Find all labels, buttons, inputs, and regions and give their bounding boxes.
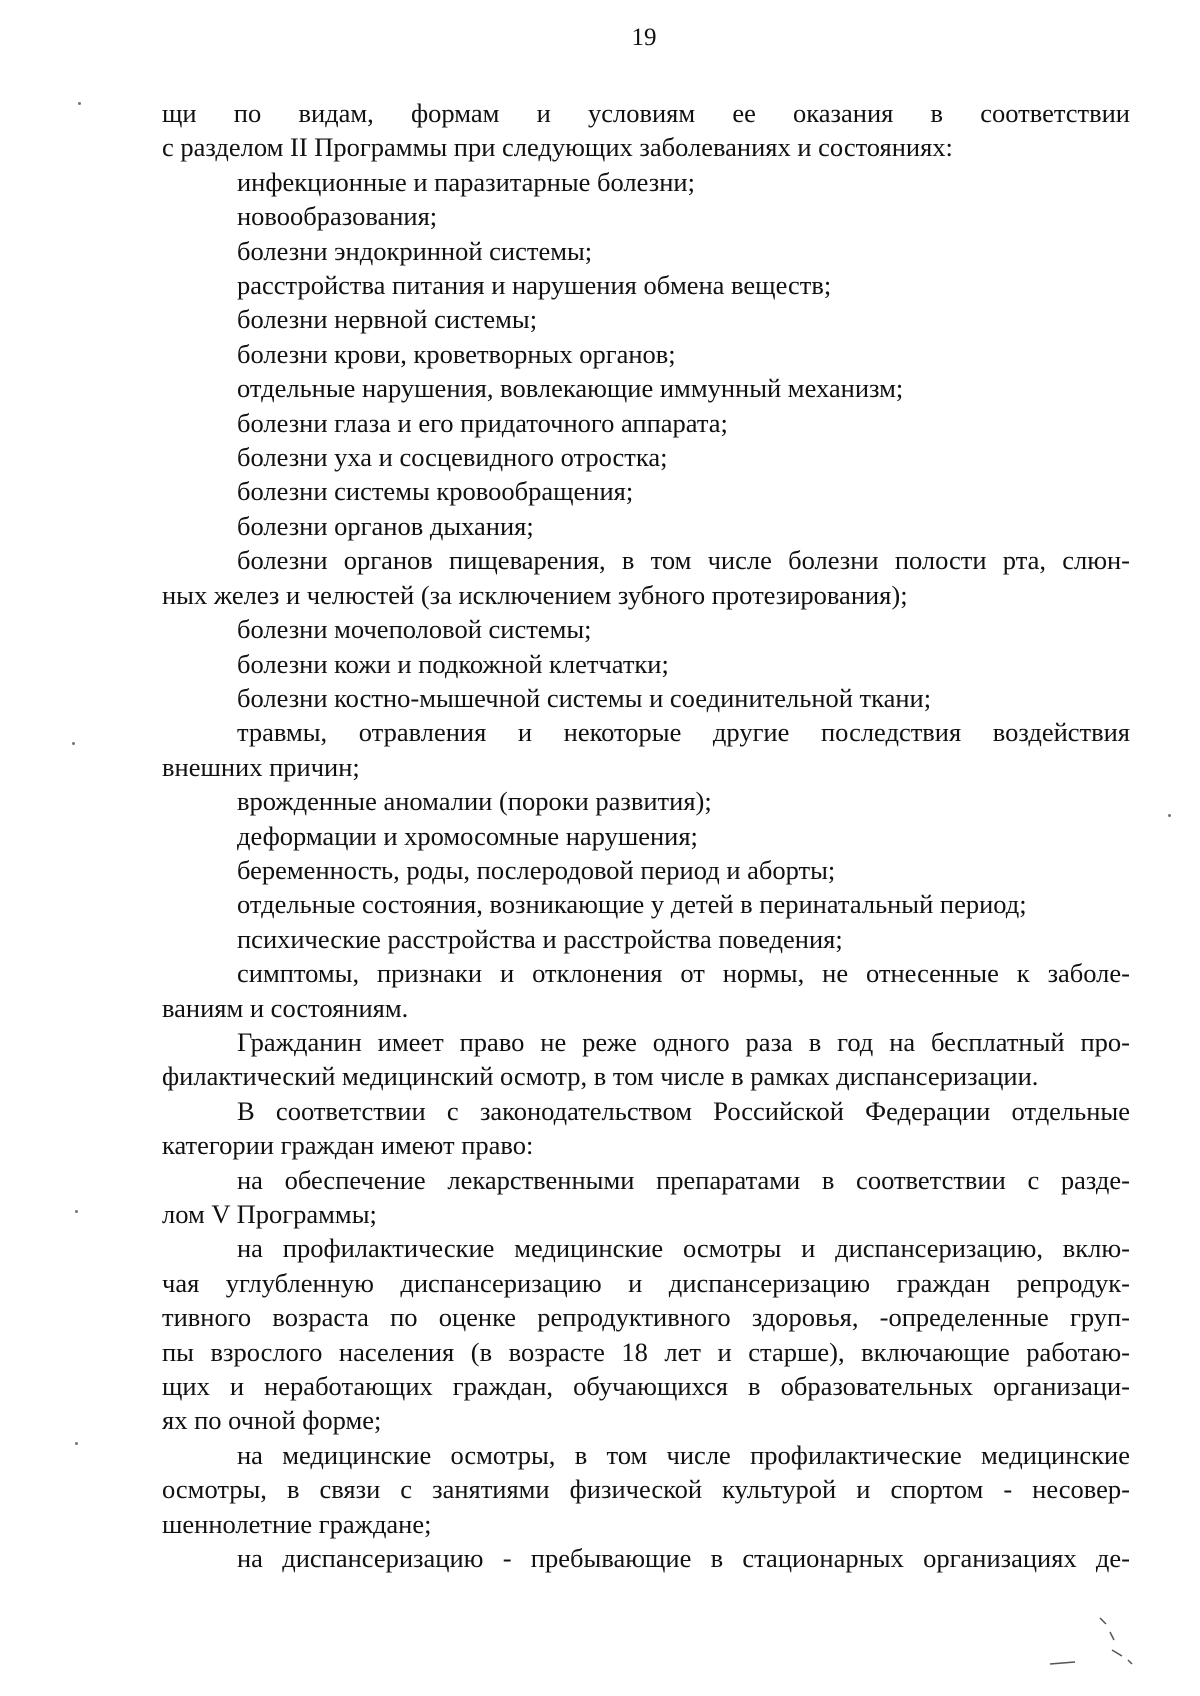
page-number: 19 [631,24,657,51]
text-line: на медицинские осмотры, в том числе профилактические медицинские [237,1439,1130,1470]
text-line: болезни органов пищеварения, в том числе болезни полости рта, слюн- [237,545,1130,576]
text-line: расстройства питания и нарушения обмена веществ; [237,270,832,301]
text-line: деформации и хромосомные нарушения; [237,820,698,851]
text-line: врожденные аномалии (пороки развития); [237,786,712,817]
text-line: на диспансеризацию - пребывающие в стационарных организациях де- [237,1543,1130,1574]
text-line: симптомы, признаки и отклонения от нормы, не отнесенные к заболе- [237,958,1130,989]
text-line: беременность, роды, послеродовой период и аборты; [237,854,836,885]
text-line: травмы, отравления и некоторые другие последствия воздействия [237,717,1130,748]
text-line: болезни эндокринной системы; [237,235,593,266]
text-line: болезни кожи и подкожной клетчатки; [237,648,669,679]
scan-speck [75,1210,78,1213]
text-line: внешних причин; [162,751,360,782]
text-line: тивного возраста по оценке репродуктивного здоровья, -определенные груп- [162,1302,1130,1333]
text-line: категории граждан имеют право: [162,1130,534,1161]
text-line: болезни нервной системы; [237,304,538,335]
text-line: чая углубленную диспансеризацию и диспансеризацию граждан репродук- [162,1267,1130,1298]
text-line: отдельные состояния, возникающие у детей в перинатальный период; [237,889,1027,920]
text-line: болезни костно-мышечной системы и соединительной ткани; [237,682,932,713]
text-line: филактический медицинский осмотр, в том числе в рамках диспансеризации. [162,1061,1039,1092]
scan-speck [1168,814,1171,817]
text-line: отдельные нарушения, вовлекающие иммунный механизм; [237,373,904,404]
scan-speck [78,102,81,105]
text-line: щи по видам, формам и условиям ее оказания в соответствии [162,98,1130,128]
handwritten-mark [1040,1614,1160,1674]
text-line: ных желез и челюстей (за исключением зубного протезирования); [162,579,908,610]
text-line: щих и неработающих граждан, обучающихся в образовательных организаци- [162,1371,1130,1402]
text-line: лом V Программы; [162,1199,377,1229]
text-line: болезни органов дыхания; [237,510,534,541]
text-line: болезни системы кровообращения; [237,476,634,507]
text-line: В соответствии с законодательством Российской Федерации отдельные [237,1095,1130,1126]
text-line: осмотры, в связи с занятиями физической культурой и спортом - несовер- [162,1474,1130,1505]
text-line: инфекционные и паразитарные болезни; [237,166,695,197]
text-line: ях по очной форме; [162,1405,382,1436]
scan-speck [75,1442,78,1445]
text-line: на обеспечение лекарственными препаратами в соответствии с разде- [237,1164,1130,1195]
text-line: с разделом II Программы при следующих заболеваниях и состояниях: [162,132,953,163]
text-line: психические расстройства и расстройства поведения; [237,923,843,954]
text-line: шеннолетние граждане; [162,1508,432,1539]
text-line: ваниям и состояниям. [162,992,409,1023]
text-line: новообразования; [237,201,438,232]
text-line: болезни крови, кроветворных органов; [237,338,676,369]
text-line: болезни глаза и его придаточного аппарата; [237,407,728,438]
scan-speck [72,742,75,745]
text-line: пы взрослого населения (в возрасте 18 лет и старше), включающие работаю- [162,1336,1130,1367]
text-line: болезни уха и сосцевидного отростка; [237,442,668,473]
document-body [162,96,1130,1575]
text-line: Гражданин имеет право не реже одного раза в год на бесплатный про- [237,1026,1130,1057]
text-line: болезни мочеполовой системы; [237,614,592,645]
text-line: на профилактические медицинские осмотры и диспансеризацию, вклю- [237,1233,1130,1264]
